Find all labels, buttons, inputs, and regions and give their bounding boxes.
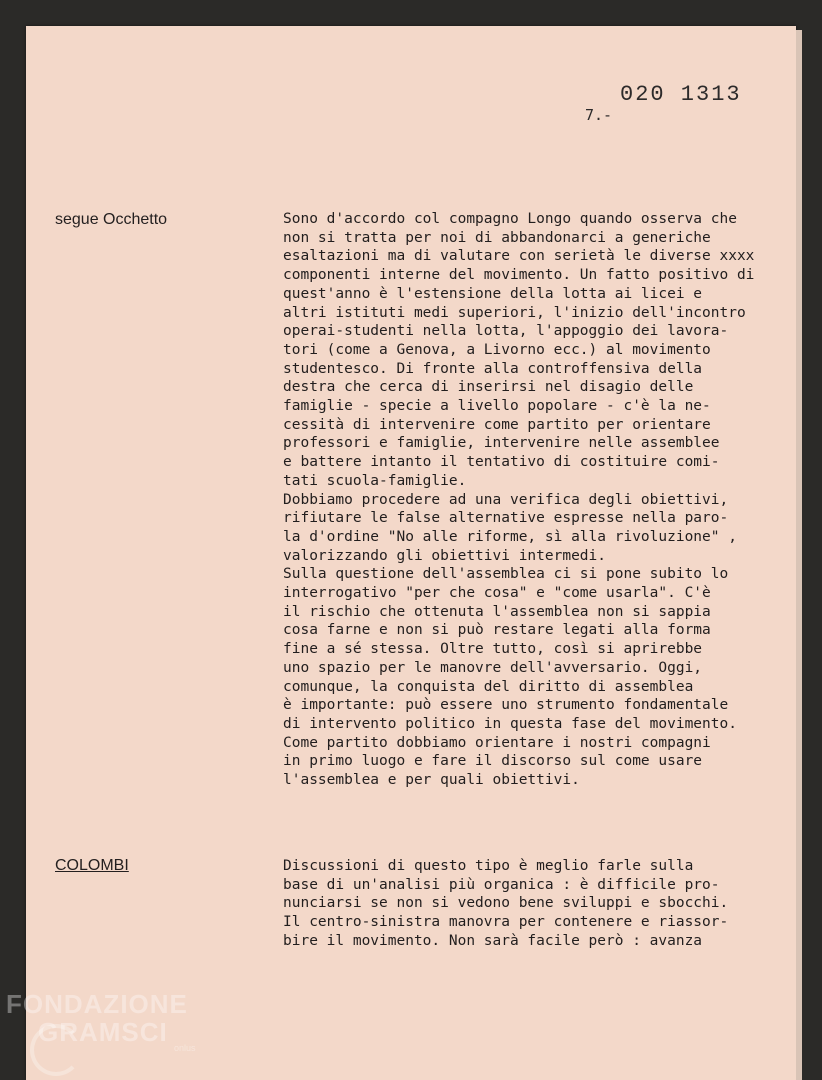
speech-text-occhetto — [283, 210, 795, 790]
watermark-line3: onlus — [174, 1043, 196, 1053]
text-line: Come partito dobbiamo orientare i nostri compagni — [283, 734, 711, 751]
watermark-logo-icon — [30, 1024, 82, 1076]
text-line: tati scuola-famiglie. — [283, 472, 467, 489]
text-line: interrogativo "per che cosa" e "come usarla". C'è — [283, 585, 711, 602]
text-line: di intervento politico in questa fase del movimento. — [283, 715, 737, 732]
text-line: la d'ordine "No alle riforme, sì alla rivoluzione" , — [283, 528, 737, 545]
watermark-line2: GRAMSCI — [38, 1017, 168, 1047]
text-line: comunque, la conquista del diritto di assemblea — [283, 678, 694, 695]
text-line: in primo luogo e fare il discorso sul come usare — [283, 753, 703, 770]
text-line: è importante: può essere uno strumento fondamentale — [283, 697, 729, 714]
watermark-line1: FONDAZIONE — [6, 989, 188, 1019]
text-line: Sono d'accordo col compagno Longo quando osserva che — [283, 211, 737, 227]
text-line: operai-studenti nella lotta, l'appoggio dei lavora- — [283, 323, 729, 340]
text-line: destra che cerca di inserirsi nel disagio delle — [283, 379, 694, 396]
text-line: professori e famiglie, intervenire nelle assemblee — [283, 435, 720, 452]
text-line: Sulla questione dell'assemblea ci si pone subito lo — [283, 566, 729, 583]
speech-text-colombi — [283, 857, 795, 951]
speaker-label-colombi: COLOMBI — [55, 857, 129, 874]
page-number: 7.- — [585, 106, 613, 124]
page-edge — [796, 30, 802, 1080]
text-line: uno spazio per le manovre dell'avversario. Oggi, — [283, 659, 703, 676]
text-line: Il centro-sinistra manovra per contenere e riassor- — [283, 914, 729, 931]
text-line: valorizzando gli obiettivi intermedi. — [283, 547, 607, 564]
archive-stamp: 020 1313 — [620, 82, 742, 107]
text-line: componenti interne del movimento. Un fatto positivo di — [283, 267, 755, 284]
text-line: e battere intanto il tentativo di costituire comi- — [283, 454, 720, 471]
text-line: altri istituti medi superiori, l'inizio dell'incontro — [283, 304, 746, 321]
text-line: fine a sé stessa. Oltre tutto, così si aprirebbe — [283, 641, 703, 658]
text-line: rifiutare le false alternative espresse nella paro- — [283, 510, 729, 527]
speaker-label-occhetto: segue Occhetto — [55, 211, 168, 228]
text-line: Discussioni di questo tipo è meglio farle sulla — [283, 858, 694, 874]
text-line: il rischio che ottenuta l'assemblea non si sappia — [283, 603, 711, 620]
text-line: non si tratta per noi di abbandonarci a generiche — [283, 229, 711, 246]
text-line: tori (come a Genova, a Livorno ecc.) al movimento — [283, 341, 711, 358]
text-line: l'assemblea e per quali obiettivi. — [283, 772, 580, 789]
text-line: cessità di intervenire come partito per orientare — [283, 416, 711, 433]
text-line: studentesco. Di fronte alla controffensiva della — [283, 360, 703, 377]
text-line: nunciarsi se non si vedono bene sviluppi e sbocchi. — [283, 895, 729, 912]
text-line: bire il movimento. Non sarà facile però : avanza — [283, 932, 703, 949]
text-line: quest'anno è l'estensione della lotta ai licei e — [283, 285, 703, 302]
text-line: esaltazioni ma di valutare con serietà le diverse xxxx — [283, 248, 755, 265]
text-line: cosa farne e non si può restare legati alla forma — [283, 622, 711, 639]
text-line: Dobbiamo procedere ad una verifica degli obiettivi, — [283, 491, 729, 508]
text-line: famiglie - specie a livello popolare - c'è la ne- — [283, 398, 711, 415]
text-line: base di un'analisi più organica : è difficile pro- — [283, 876, 720, 893]
